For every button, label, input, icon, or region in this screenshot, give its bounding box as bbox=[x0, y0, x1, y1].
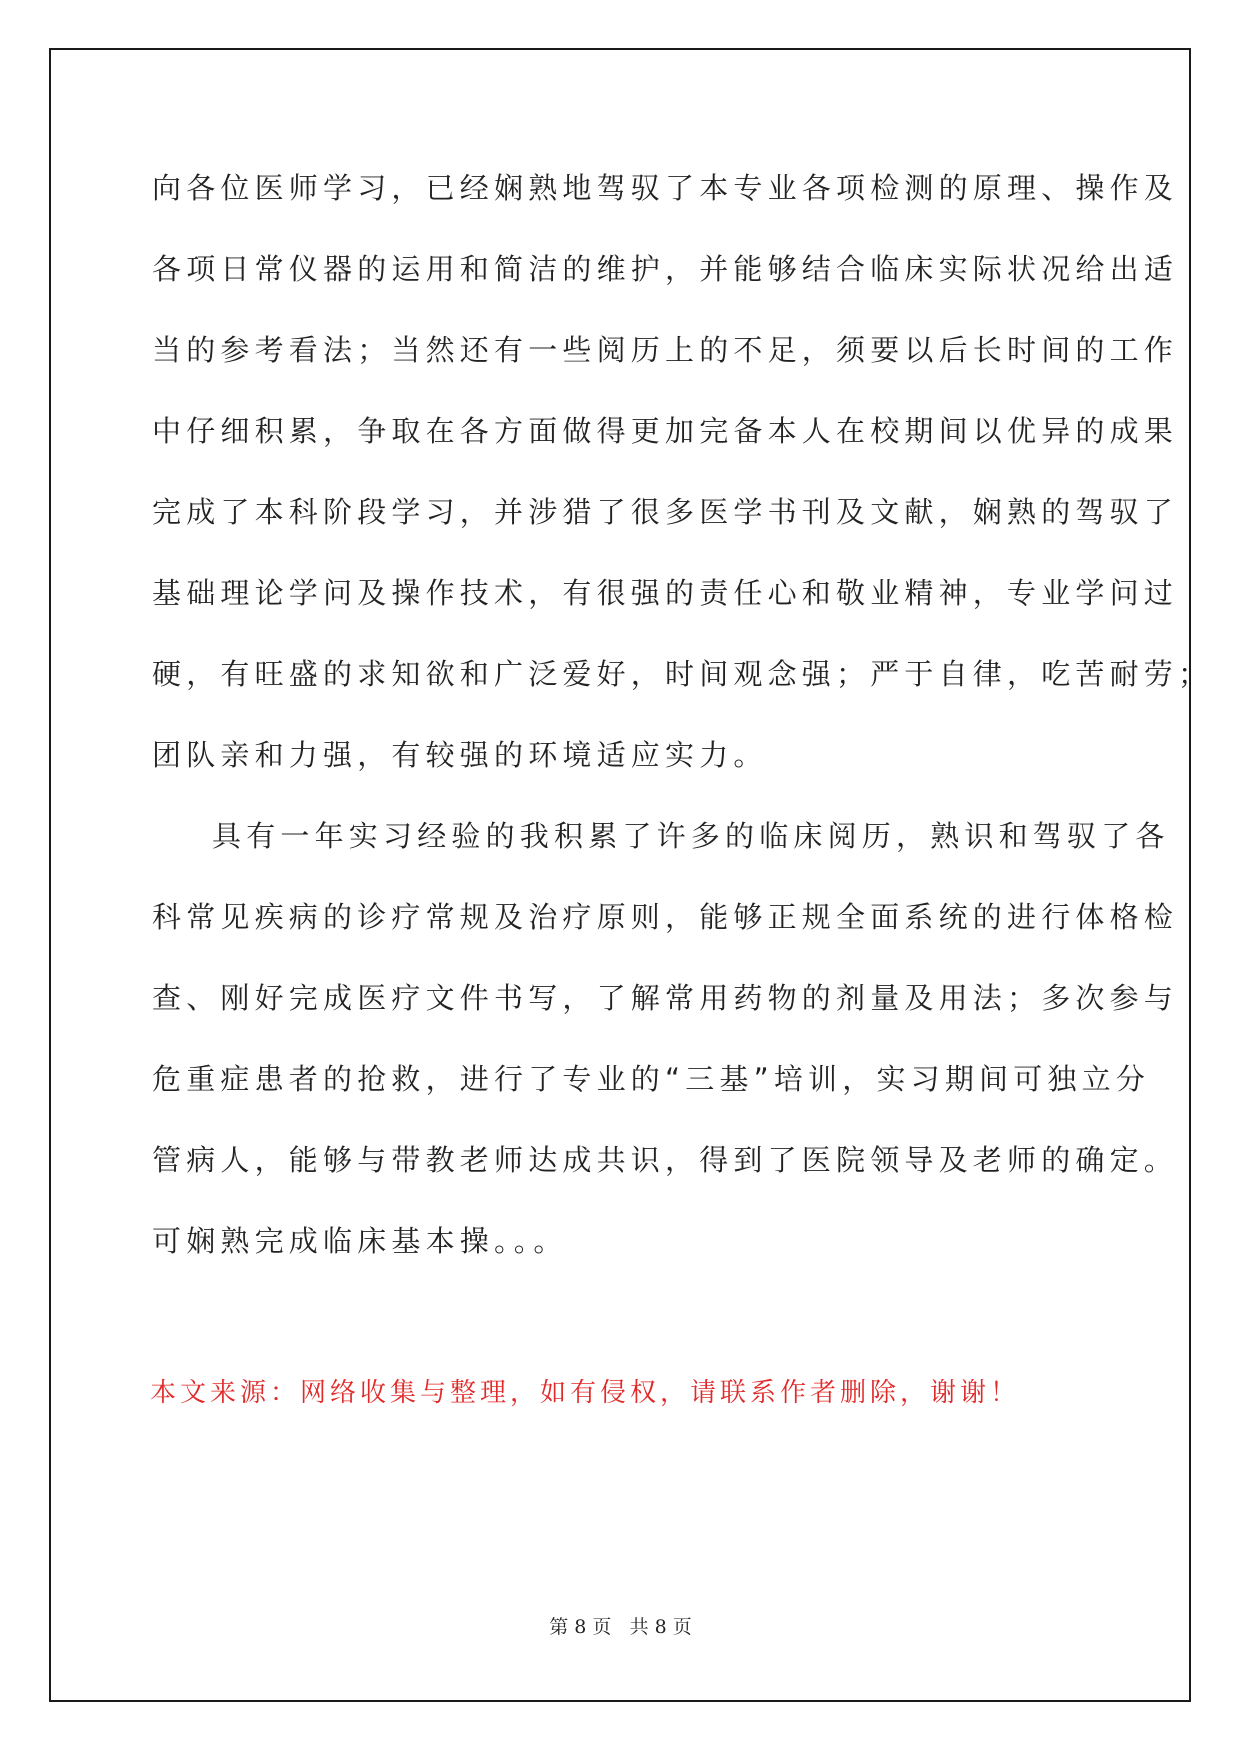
body-line: 当的参考看法；当然还有一些阅历上的不足，须要以后长时间的工作 bbox=[152, 333, 1179, 367]
body-line: 向各位医师学习，已经娴熟地驾驭了本专业各项检测的原理、操作及 bbox=[152, 171, 1179, 205]
body-line: 硬，有旺盛的求知欲和广泛爱好，时间观念强；严于自律，吃苦耐劳； bbox=[152, 657, 1213, 691]
body-line: 团队亲和力强，有较强的环境适应实力。 bbox=[152, 738, 768, 772]
page-number: 第 8 页 bbox=[549, 1616, 612, 1638]
body-line: 基础理论学问及操作技术，有很强的责任心和敬业精神，专业学问过 bbox=[152, 576, 1179, 610]
body-line: 危重症患者的抢救，进行了专业的“三基”培训，实习期间可独立分 bbox=[152, 1062, 1151, 1096]
paragraph-start-line: 具有一年实习经验的我积累了许多的临床阅历，熟识和驾驭了各 bbox=[212, 819, 1170, 853]
body-line: 完成了本科阶段学习，并涉猎了很多医学书刊及文献，娴熟的驾驭了 bbox=[152, 495, 1179, 529]
document-body bbox=[152, 160, 1213, 1294]
body-line: 中仔细积累，争取在各方面做得更加完备本人在校期间以优异的成果 bbox=[152, 414, 1179, 448]
body-line: 可娴熟完成临床基本操。。。 bbox=[152, 1224, 568, 1258]
body-line: 查、刚好完成医疗文件书写，了解常用药物的剂量及用法；多次参与 bbox=[152, 981, 1179, 1015]
body-line: 科常见疾病的诊疗常规及治疗原则，能够正规全面系统的进行体格检 bbox=[152, 900, 1179, 934]
body-line: 管病人，能够与带教老师达成共识，得到了医院领导及老师的确定。 bbox=[152, 1143, 1179, 1177]
page-total: 共 8 页 bbox=[629, 1616, 692, 1638]
source-note: 本文来源：网络收集与整理，如有侵权，请联系作者删除，谢谢！ bbox=[150, 1378, 1021, 1408]
body-line: 各项日常仪器的运用和简洁的维护，并能够结合临床实际状况给出适 bbox=[152, 252, 1179, 286]
page-footer bbox=[0, 1612, 1241, 1639]
